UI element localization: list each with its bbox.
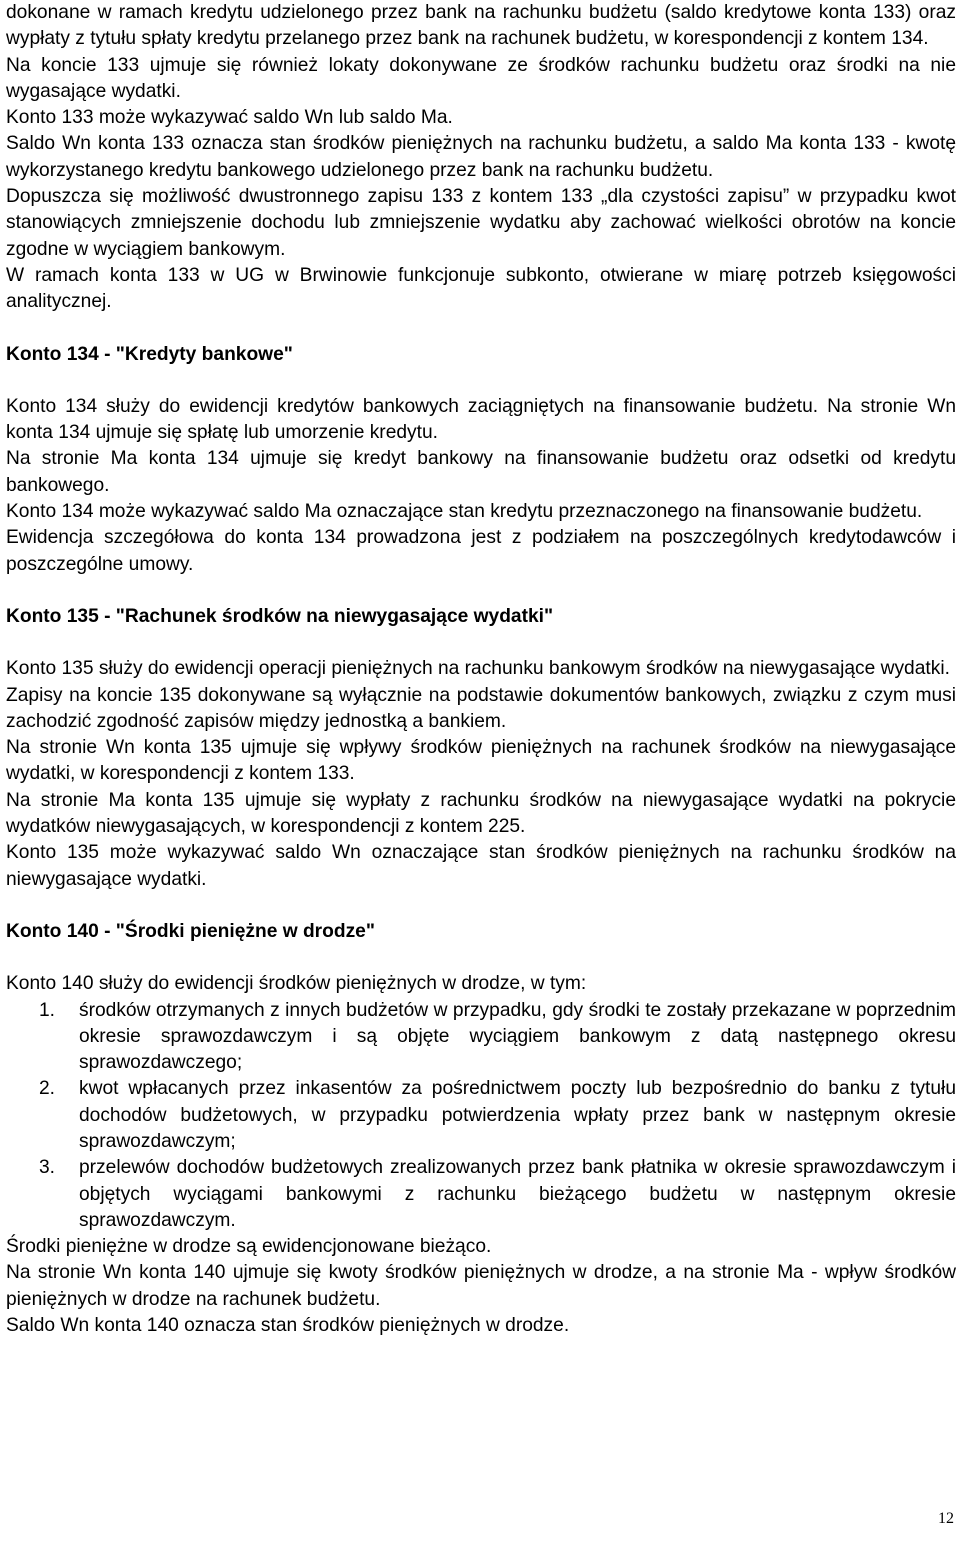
paragraph: Na stronie Wn konta 140 ujmuje się kwoty środków pieniężnych w drodze, a na stronie Ma - wpływ środków pieniężnych w drodze na rachunek budżetu. [6,1262,956,1310]
list-item-number: 2. [39,1078,56,1100]
paragraph: Konto 133 może wykazywać saldo Wn lub saldo Ma. [6,107,453,129]
paragraph: Ewidencja szczegółowa do konta 134 prowadzona jest z podziałem na poszczególnych kredytodawców i poszczególne umowy. [6,527,956,575]
paragraph: Saldo Wn konta 133 oznacza stan środków pieniężnych na rachunku budżetu, a saldo Ma konta 133 - kwotę wykorzystanego kredytu bankowego udzielonego przez bank na rachunku budżetu. [6,133,956,181]
spacer [6,893,956,919]
section-heading: Konto 140 - "Środki pieniężne w drodze" [6,920,375,942]
spacer [6,630,956,656]
konto-140-section [6,919,956,1339]
paragraph: Konto 134 służy do ewidencji kredytów bankowych zaciągniętych na finansowanie budżetu. Na stronie Wn konta 134 ujmuje się spłatę lub umorzenie kredytu. [6,395,956,444]
paragraph: Konto 140 służy do ewidencji środków pieniężnych w drodze, w tym: [6,973,587,995]
list-item [6,998,956,1077]
spacer [6,945,956,971]
list-item-text: kwot wpłacanych przez inkasentów za pośrednictwem poczty lub bezpośrednio do banku z tytułu dochodów budżetowych, w przypadku potwierdzenia wpłaty przez bank w następnym okresie sprawozdawczym; [79,1078,956,1152]
paragraph: Dopuszcza się możliwość dwustronnego zapisu 133 z kontem 133 „dla czystości zapisu” w przypadku kwot stanowiących zmniejszenie dochodu lub zmniejszenie wydatku aby zachować wielkości obrotów na koncie zgodne w wyciągiem bankowym. [6,186,956,260]
paragraph: Na stronie Wn konta 135 ujmuje się wpływy środków pieniężnych na rachunek środków na niewygasające wydatki, w korespondencji z kontem 133. [6,737,956,785]
section-heading: Konto 135 - "Rachunek środków na niewygasające wydatki" [6,605,554,627]
page-number: 12 [938,1510,954,1527]
document-page [6,0,956,1339]
paragraph: Zapisy na koncie 135 dokonywane są wyłącznie na podstawie dokumentów bankowych, związku z czym musi zachodzić zgodność zapisów między jednostką a bankiem. [6,684,956,732]
spacer [6,578,956,604]
paragraph: Na stronie Ma konta 135 ujmuje się wypłaty z rachunku środków na niewygasające wydatki na pokrycie wydatków niewygasających, w korespondencji z kontem 225. [6,789,956,838]
paragraph: Konto 135 służy do ewidencji operacji pieniężnych na rachunku bankowym środków na niewygasające wydatki. [6,658,950,680]
list-item-number: 1. [39,999,56,1021]
paragraph: Konto 135 może wykazywać saldo Wn oznaczające stan środków pieniężnych na rachunku środków na niewygasające wydatki. [6,842,956,890]
numbered-list [6,998,956,1235]
paragraph: Środki pieniężne w drodze są ewidencjonowane bieżąco. [6,1236,492,1258]
konto-135-section [6,604,956,893]
paragraph: Konto 134 może wykazywać saldo Ma oznaczające stan kredytu przeznaczonego na finansowanie budżetu. [6,501,923,523]
paragraph: Na stronie Ma konta 134 ujmuje się kredyt bankowy na finansowanie budżetu oraz odsetki od kredytu bankowego. [6,448,956,496]
list-item-text: środków otrzymanych z innych budżetów w przypadku, gdy środki te zostały przekazane w poprzednim okresie sprawozdawczym i są objęte wyciągiem bankowym z datą następnego okresu sprawozdawczego; [79,999,956,1074]
konto-134-section [6,342,956,578]
section-heading: Konto 134 - "Kredyty bankowe" [6,343,293,365]
list-item-number: 3. [39,1157,56,1179]
paragraph: dokonane w ramach kredytu udzielonego przez bank na rachunku budżetu (saldo kredytowe konta 133) oraz wypłaty z tytułu spłaty kredytu przelanego przez bank na rachunek budżetu, w korespondencji z kontem 134. [6,2,956,50]
list-item-text: przelewów dochodów budżetowych zrealizowanych przez bank płatnika w okresie sprawozdawczym i objętych wyciągami bankowymi z rachunku bieżącego budżetu w następnym okresie sprawozdawczym. [79,1157,956,1231]
paragraph: Na koncie 133 ujmuje się również lokaty dokonywane ze środków rachunku budżetu oraz środki na nie wygasające wydatki. [6,54,956,102]
spacer [6,368,956,394]
list-item [6,1076,956,1155]
spacer [6,316,956,342]
paragraph: Saldo Wn konta 140 oznacza stan środków pieniężnych w drodze. [6,1315,570,1337]
intro-section [6,0,956,316]
paragraph: W ramach konta 133 w UG w Brwinowie funkcjonuje subkonto, otwierane w miarę potrzeb księgowości analitycznej. [6,264,956,313]
list-item [6,1155,956,1234]
